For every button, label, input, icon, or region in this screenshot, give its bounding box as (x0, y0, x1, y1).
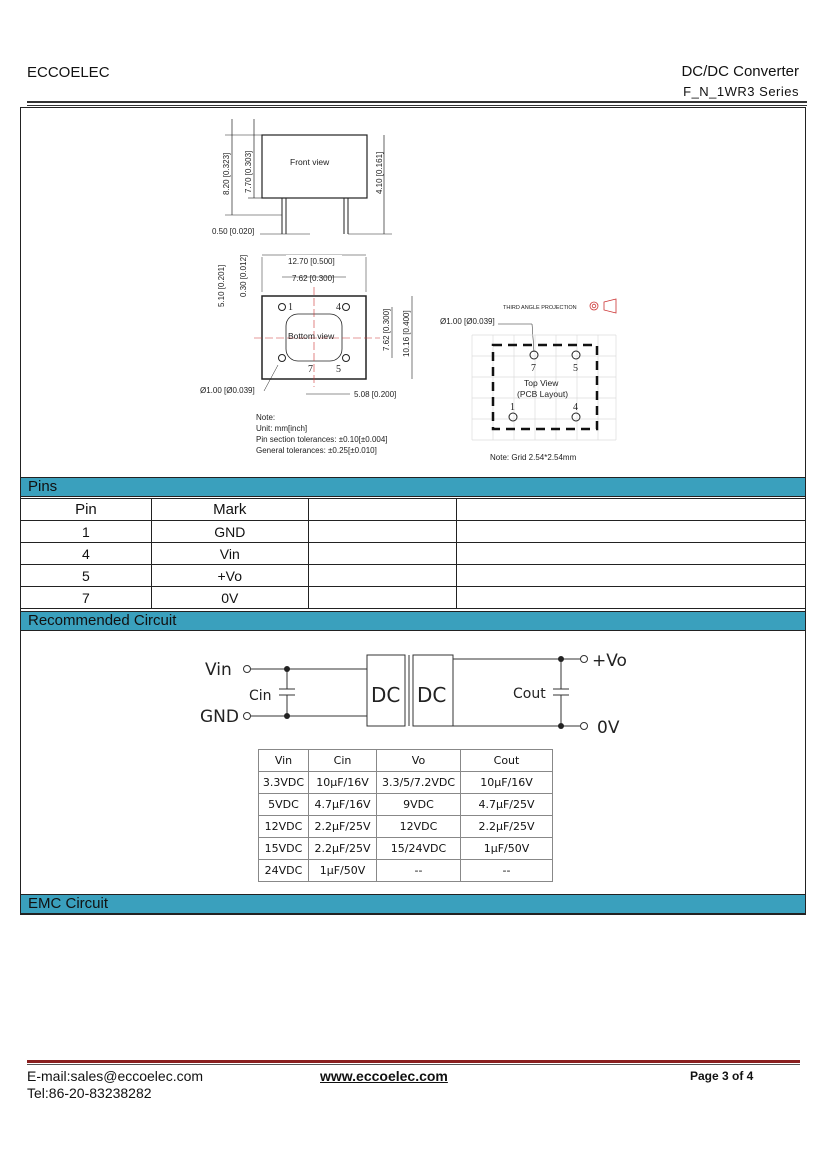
table-row (21, 543, 806, 565)
pin-mark: +Vo (151, 565, 308, 587)
top-pin-label-5: 5 (573, 363, 578, 374)
pin-cell (308, 565, 457, 587)
rc-header-cin: Cin (309, 750, 377, 772)
rc-cin: 10µF/16V (309, 772, 377, 794)
dim-pin-length: 4.10 [0.161] (375, 151, 384, 194)
pins-header-col4 (457, 499, 806, 521)
product-title: DC/DC Converter (681, 63, 799, 80)
pin-label-1: 1 (288, 302, 293, 313)
note-unit: Unit: mm[inch] (256, 424, 308, 433)
pin-mark: 0V (151, 587, 308, 609)
table-row (21, 587, 806, 609)
rc-vo: 3.3/5/7.2VDC (377, 772, 461, 794)
footer-email: E-mail:sales@eccoelec.com (27, 1068, 204, 1084)
rc-header-cout: Cout (461, 750, 553, 772)
top-pin-label-7: 7 (531, 363, 536, 374)
recommended-circuit-header: Recommended Circuit (20, 611, 806, 631)
pin-number: 4 (21, 543, 152, 565)
circuit-0v-label: 0V (597, 718, 620, 738)
dim-height-body: 7.70 [0.303] (244, 150, 253, 193)
table-row (259, 838, 553, 860)
pin-label-4: 4 (336, 302, 341, 313)
table-row (259, 816, 553, 838)
dc-block-2-label: DC (417, 683, 447, 707)
rc-header-vin: Vin (259, 750, 309, 772)
dim-depth-body: 10.16 [0.400] (402, 310, 411, 357)
note-general-tolerance: General tolerances: ±0.25[±0.010] (256, 446, 377, 455)
pin-label-7: 7 (308, 364, 313, 375)
footer-rule-thin (27, 1064, 800, 1065)
rc-vo: 15/24VDC (377, 838, 461, 860)
rc-cout: 4.7µF/25V (461, 794, 553, 816)
pin-cell (457, 587, 806, 609)
header-rule (27, 101, 807, 103)
dim-hole-top: Ø1.00 [Ø0.039] (440, 317, 495, 326)
pin-number: 5 (21, 565, 152, 587)
rc-cin: 2.2µF/25V (309, 816, 377, 838)
rc-vo: 9VDC (377, 794, 461, 816)
pin-cell (308, 521, 457, 543)
rc-vo: 12VDC (377, 816, 461, 838)
dim-height-total: 8.20 [0.323] (222, 152, 231, 195)
projection-label: THIRD ANGLE PROJECTION (503, 305, 577, 311)
table-row (21, 565, 806, 587)
recommended-values-table (258, 749, 553, 882)
series-title: F_N_1WR3 Series (683, 84, 799, 99)
pin-number: 7 (21, 587, 152, 609)
gnd-terminal (244, 713, 251, 720)
pin-cell (308, 587, 457, 609)
dc-block-1-label: DC (371, 683, 401, 707)
dim-height-bottom: 5.10 [0.201] (217, 264, 226, 307)
pin-cell (457, 521, 806, 543)
pin-cell (308, 543, 457, 565)
circuit-vo-label: +Vo (592, 651, 627, 671)
dim-pin-spacing-h: 7.62 [0.300] (292, 274, 335, 283)
top-pin-label-1: 1 (510, 402, 515, 413)
front-view-label: Front view (290, 157, 330, 167)
dim-pin-spacing-bottom: 5.08 [0.200] (354, 390, 397, 399)
ov-terminal (581, 723, 588, 730)
top-pin-label-4: 4 (573, 402, 578, 413)
rc-vin: 15VDC (259, 838, 309, 860)
rc-cin: 1µF/50V (309, 860, 377, 882)
pins-table (20, 498, 806, 609)
rc-vin: 24VDC (259, 860, 309, 882)
dim-width-body: 12.70 [0.500] (288, 257, 335, 266)
pins-header-col3 (308, 499, 457, 521)
bottom-view-label: Bottom view (288, 331, 335, 341)
note-title: Note: (256, 413, 276, 422)
dim-standoff: 0.30 [0.012] (239, 254, 248, 297)
pin-number: 1 (21, 521, 152, 543)
rc-cin: 4.7µF/16V (309, 794, 377, 816)
recommended-circuit-diagram (20, 632, 806, 752)
pin-mark: GND (151, 521, 308, 543)
rc-vin: 3.3VDC (259, 772, 309, 794)
circuit-gnd-label: GND (200, 707, 239, 727)
rc-vo: -- (377, 860, 461, 882)
page-number: Page 3 of 4 (690, 1069, 754, 1083)
pcb-layout-label: (PCB Layout) (517, 389, 569, 399)
pins-header-mark: Mark (151, 499, 308, 521)
rc-cout: -- (461, 860, 553, 882)
rc-vin: 5VDC (259, 794, 309, 816)
footer-website-link[interactable]: www.eccoelec.com (320, 1068, 448, 1084)
projection-icon (590, 302, 598, 310)
circuit-cin-label: Cin (249, 688, 272, 704)
table-row (259, 860, 553, 882)
table-row (259, 794, 553, 816)
vin-terminal (244, 666, 251, 673)
footer-tel: Tel:86-20-83238282 (27, 1085, 152, 1101)
table-row (259, 772, 553, 794)
dim-hole-bottom: Ø1.00 [Ø0.039] (200, 386, 255, 395)
pins-header-pin: Pin (21, 499, 152, 521)
vo-terminal (581, 656, 588, 663)
pins-section-header: Pins (20, 477, 806, 497)
emc-circuit-header: EMC Circuit (20, 894, 806, 914)
pin-cell (457, 543, 806, 565)
top-view-label: Top View (524, 378, 559, 388)
mechanical-drawing (20, 107, 806, 477)
footer-rule (27, 1060, 800, 1063)
circuit-cout-label: Cout (513, 686, 546, 702)
circuit-vin-label: Vin (205, 660, 232, 680)
rc-header-vo: Vo (377, 750, 461, 772)
dim-pin-width: 0.50 [0.020] (212, 227, 255, 236)
rc-cout: 1µF/50V (461, 838, 553, 860)
table-row (21, 521, 806, 543)
rc-vin: 12VDC (259, 816, 309, 838)
pin-mark: Vin (151, 543, 308, 565)
rc-cin: 2.2µF/25V (309, 838, 377, 860)
pin-label-5: 5 (336, 364, 341, 375)
dim-pin-spacing-v: 7.62 [0.300] (382, 308, 391, 351)
rc-cout: 10µF/16V (461, 772, 553, 794)
brand-name: ECCOELEC (27, 64, 110, 81)
header-rule-thin (27, 105, 807, 106)
rc-cout: 2.2µF/25V (461, 816, 553, 838)
grid-note: Note: Grid 2.54*2.54mm (490, 453, 577, 462)
pin-cell (457, 565, 806, 587)
note-pin-tolerance: Pin section tolerances: ±0.10[±0.004] (256, 435, 388, 444)
